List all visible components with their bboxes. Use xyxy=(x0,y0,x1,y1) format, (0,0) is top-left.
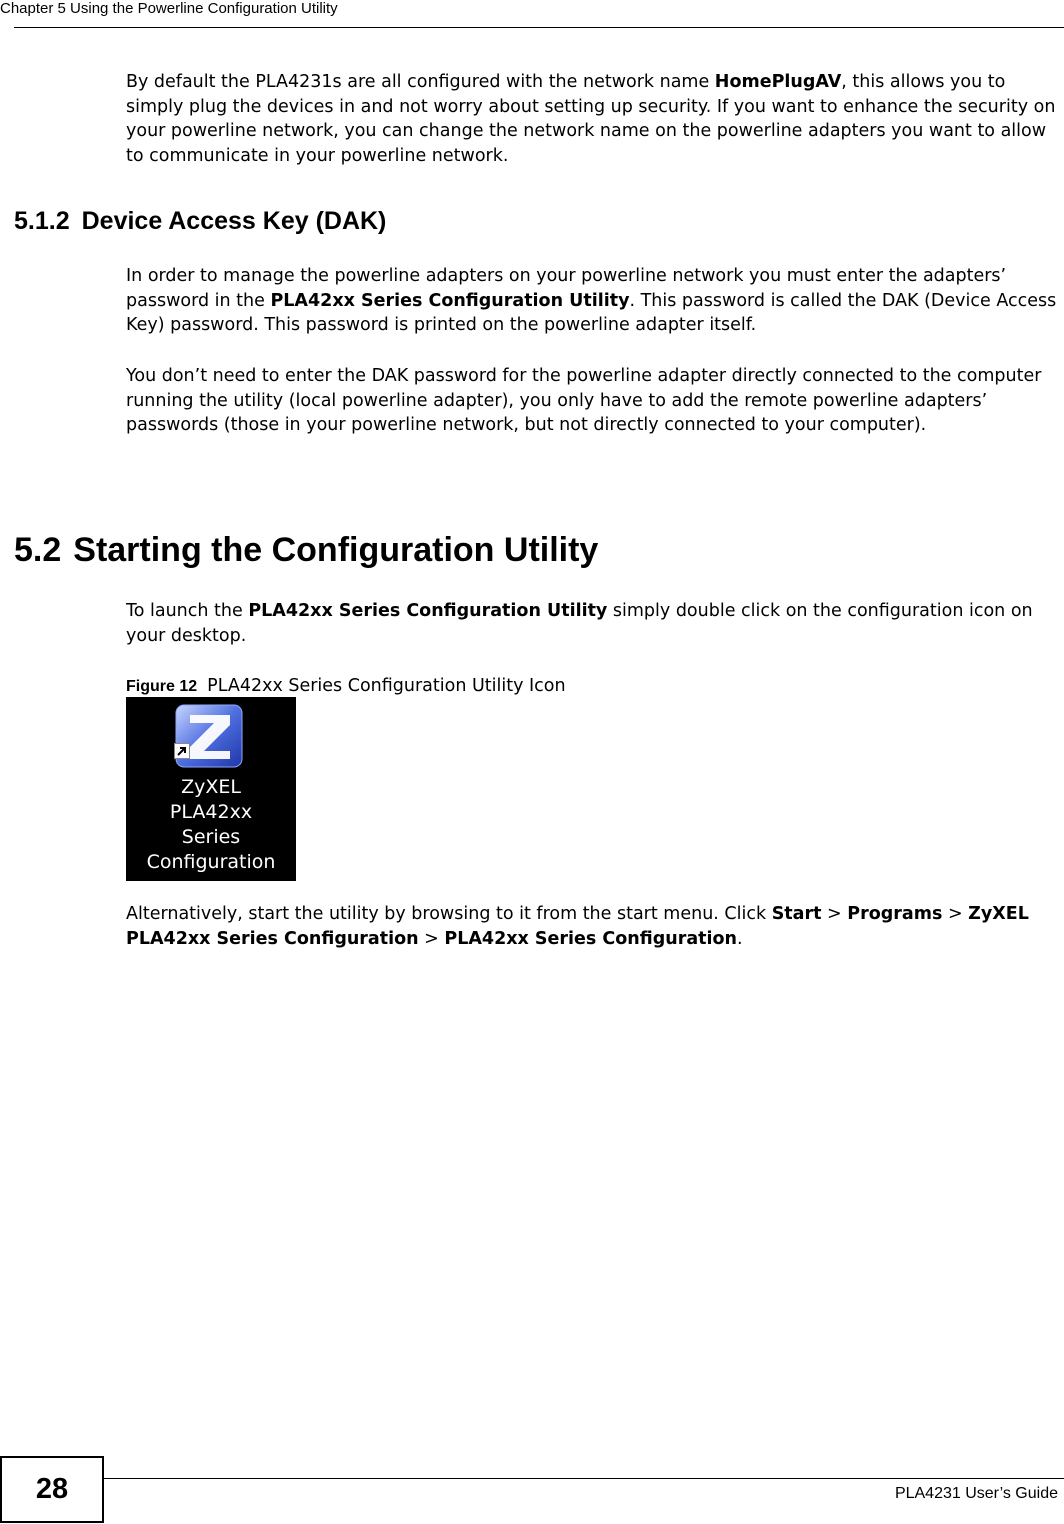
menu-separator: > xyxy=(418,928,445,949)
icon-label-line: PLA42xx xyxy=(169,801,253,823)
page-number: 28 xyxy=(0,1456,104,1523)
alt-end: . xyxy=(736,928,743,949)
section-title: Device Access Key (DAK) xyxy=(81,207,387,235)
menu-programs: Programs xyxy=(847,904,943,924)
figure-caption xyxy=(126,675,566,698)
dak-paragraph-1 xyxy=(126,264,1060,338)
intro-text-2: , this allows you to simply plug the devices in and not worry about setting up security. If you want to enhance the security on your powerline network, you can change the network name on the powerline adapters you want to allow to communicate in your powerline network. xyxy=(126,72,1056,166)
menu-separator: > xyxy=(942,904,969,924)
section-number: 5.2 xyxy=(14,531,62,569)
dak-paragraph-2: You don’t need to enter the DAK password for the powerline adapter directly connected to the computer running the utility (local powerline adapter), you only have to add the remote powerline adapters’ passwords (those in your powerline network, but not directly connected to your computer). xyxy=(126,366,1042,435)
icon-label-line: ZyXEL xyxy=(181,776,241,798)
desktop-icon-screenshot[interactable] xyxy=(126,697,296,881)
utility-name: PLA42xx Series Configuration Utility xyxy=(270,290,630,311)
section-heading-5-1-2 xyxy=(14,206,386,236)
intro-text-1: By default the PLA4231s are all configured with the network name xyxy=(126,72,715,92)
launch-text-2: simply double click on the configuration icon on your desktop. xyxy=(126,601,1033,646)
menu-configuration: PLA42xx Series Configuration xyxy=(444,928,737,949)
header-rule xyxy=(14,27,1064,28)
figure-title: PLA42xx Series Configuration Utility Icon xyxy=(207,676,566,696)
figure-label: Figure 12 xyxy=(126,678,198,695)
running-header: Chapter 5 Using the Powerline Configuration Utility xyxy=(0,0,338,17)
icon-label-line: Series xyxy=(181,826,241,848)
launch-paragraph xyxy=(126,599,1060,648)
zyxel-z-logo-icon xyxy=(172,703,246,769)
section-number: 5.1.2 xyxy=(14,207,70,235)
utility-name: PLA42xx Series Configuration Utility xyxy=(248,601,608,621)
footer-rule xyxy=(104,1478,1064,1479)
dak-text-2: . This password is called the DAK (Device Access Key) password. This password is printed on the powerline adapter itself. xyxy=(126,290,1057,335)
menu-start: Start xyxy=(771,904,822,924)
section-title: Starting the Configuration Utility xyxy=(73,531,599,569)
section-heading-5-2 xyxy=(14,530,598,570)
alt-text-1: Alternatively, start the utility by browsing to it from the start menu. Click xyxy=(126,904,772,924)
shortcut-arrow-icon xyxy=(174,743,190,759)
guide-title: PLA4231 User’s Guide xyxy=(894,1485,1058,1502)
intro-paragraph xyxy=(126,70,1060,168)
launch-text-1: To launch the xyxy=(126,601,249,621)
menu-zyxel-folder: ZyXEL PLA42xx Series Configuration xyxy=(126,904,1029,949)
icon-label-line: Configuration xyxy=(146,851,276,873)
dak-text-1: In order to manage the powerline adapters on your powerline network you must enter the adapters’ password in the xyxy=(126,266,1007,311)
menu-separator: > xyxy=(821,904,848,924)
icon-label xyxy=(126,775,296,875)
alternative-paragraph xyxy=(126,902,1060,951)
network-name: HomePlugAV xyxy=(714,72,842,92)
